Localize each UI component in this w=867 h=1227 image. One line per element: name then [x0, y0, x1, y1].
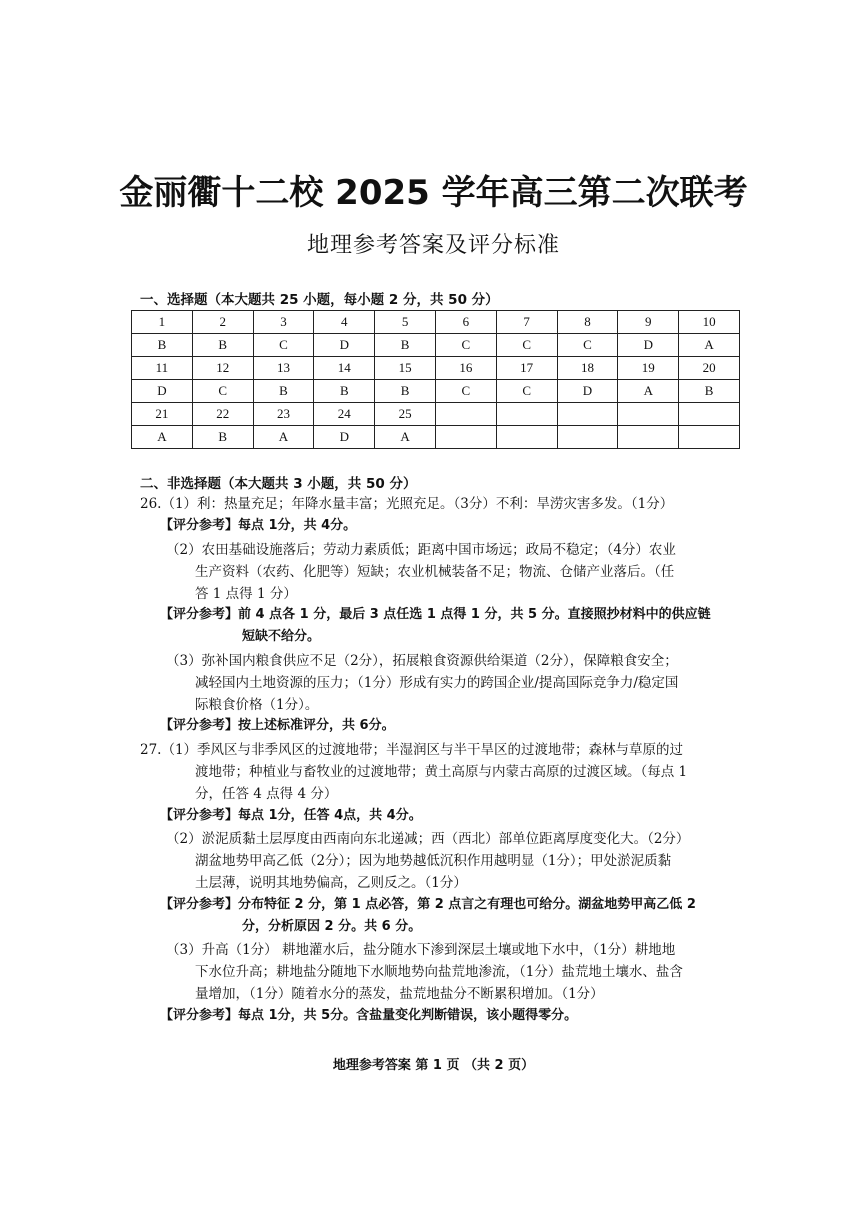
answer-table-cell: A	[375, 426, 436, 449]
answer-table-cell: A	[618, 380, 679, 403]
answer-text-line: 生产资料（农药、化肥等）短缺；农业机械装备不足；物流、仓储产业落后。（任	[195, 564, 675, 580]
scoring-note-line: 【评分参考】每点 1分，共 4分。	[160, 518, 357, 533]
answer-table-cell	[618, 403, 679, 426]
answer-table-cell: D	[314, 334, 375, 357]
scoring-note-line: 【评分参考】分布特征 2 分，第 1 点必答，第 2 点言之有理也可给分。湖盆地势甲高乙低 2	[160, 897, 696, 912]
answer-table-cell: C	[253, 334, 314, 357]
answer-table-cell: 21	[132, 403, 193, 426]
answer-table-row	[132, 426, 740, 449]
answer-table-cell	[496, 426, 557, 449]
answer-table-cell	[496, 403, 557, 426]
answer-table-cell: 15	[375, 357, 436, 380]
answer-table-row	[132, 357, 740, 380]
answer-table-cell: B	[192, 426, 253, 449]
answer-text-line: 26.（1）利：热量充足；年降水量丰富；光照充足。（3分）不利：旱涝灾害多发。（1分）	[140, 496, 674, 512]
answer-table-cell: 22	[192, 403, 253, 426]
answer-table-cell	[557, 426, 618, 449]
answer-text-line: 湖盆地势甲高乙低（2分）；因为地势越低沉积作用越明显（1分）；甲处淤泥质黏	[195, 853, 672, 869]
answer-table-cell: 9	[618, 311, 679, 334]
document-subtitle: 地理参考答案及评分标准	[306, 233, 560, 258]
scoring-note-line: 【评分参考】前 4 点各 1 分，最后 3 点任选 1 点得 1 分，共 5 分。直接照抄材料中的供应链	[160, 607, 711, 622]
answer-table-cell: 6	[435, 311, 496, 334]
answer-text-line: 分，任答 4 点得 4 分）	[195, 786, 338, 802]
answer-table-cell: C	[192, 380, 253, 403]
answer-table-cell	[679, 403, 740, 426]
answer-table-cell: 8	[557, 311, 618, 334]
answer-table-cell: 24	[314, 403, 375, 426]
answer-table-cell: 11	[132, 357, 193, 380]
answer-table-cell: 14	[314, 357, 375, 380]
scoring-note-line: 【评分参考】每点 1分，任答 4点，共 4分。	[160, 808, 422, 823]
answer-table-cell: B	[375, 334, 436, 357]
scoring-note-line: 分，分析原因 2 分。共 6 分。	[242, 919, 422, 934]
answer-table-cell: 12	[192, 357, 253, 380]
answer-table-cell: 17	[496, 357, 557, 380]
answer-table-cell: 19	[618, 357, 679, 380]
answer-table-cell: A	[253, 426, 314, 449]
section1-heading: 一、选择题（本大题共 25 小题，每小题 2 分，共 50 分）	[140, 292, 499, 308]
answer-table-row	[132, 403, 740, 426]
answer-table-cell: D	[618, 334, 679, 357]
section2-heading: 二、非选择题（本大题共 3 小题，共 50 分）	[140, 476, 417, 492]
answer-table-cell: C	[496, 334, 557, 357]
answer-table-cell	[557, 403, 618, 426]
answer-table-cell	[618, 426, 679, 449]
answer-table-cell: 16	[435, 357, 496, 380]
answer-table-row	[132, 311, 740, 334]
answer-table-cell: C	[557, 334, 618, 357]
answer-table-cell: 25	[375, 403, 436, 426]
answer-text-line: 渡地带；种植业与畜牧业的过渡地带；黄土高原与内蒙古高原的过渡区域。（每点 1	[195, 764, 688, 780]
answer-table-row	[132, 380, 740, 403]
answer-text-line: 答 1 点得 1 分）	[195, 586, 297, 602]
answer-table-cell: A	[132, 426, 193, 449]
answer-table-cell: B	[679, 380, 740, 403]
answer-table-row	[132, 334, 740, 357]
answer-table-cell: 18	[557, 357, 618, 380]
answer-text-line: 下水位升高；耕地盐分随地下水顺地势向盐荒地渗流，（1分）盐荒地土壤水、盐含	[195, 964, 683, 980]
answer-text-line: 减轻国内土地资源的压力；（1分）形成有实力的跨国企业/提高国际竞争力/稳定国	[195, 675, 679, 691]
answer-text-line: 际粮食价格（1分）。	[195, 697, 319, 713]
answer-table-cell: C	[435, 380, 496, 403]
answer-table-cell: 4	[314, 311, 375, 334]
answer-table-cell: 10	[679, 311, 740, 334]
answer-table-cell: 1	[132, 311, 193, 334]
page-footer: 地理参考答案 第 1 页 （共 2 页）	[332, 1058, 535, 1073]
answer-table-cell: B	[314, 380, 375, 403]
answer-table-cell: C	[435, 334, 496, 357]
answer-table-cell: 20	[679, 357, 740, 380]
answer-table-cell: B	[375, 380, 436, 403]
answer-text-line: 土层薄，说明其地势偏高，乙则反之。（1分）	[195, 875, 467, 891]
answer-table-cell: D	[557, 380, 618, 403]
answer-table-cell: 5	[375, 311, 436, 334]
answer-table-cell: 2	[192, 311, 253, 334]
answer-table-cell: B	[132, 334, 193, 357]
answer-table-cell	[435, 426, 496, 449]
answer-table-cell: B	[192, 334, 253, 357]
scoring-note-line: 【评分参考】每点 1分，共 5分。含盐量变化判断错误，该小题得零分。	[160, 1008, 578, 1023]
answer-table-cell: 3	[253, 311, 314, 334]
answer-table-cell: D	[132, 380, 193, 403]
answer-text-line: （2）农田基础设施落后；劳动力素质低；距离中国市场远；政局不稳定；（4分）农业	[166, 542, 676, 558]
answer-table-cell: D	[314, 426, 375, 449]
answer-text-line: （3）升高（1分） 耕地灌水后，盐分随水下渗到深层土壤或地下水中，（1分）耕地地	[166, 942, 676, 958]
document-title: 金丽衢十二校 2025 学年高三第二次联考	[119, 173, 748, 213]
scoring-note-line: 短缺不给分。	[242, 629, 321, 644]
answer-table-cell: 23	[253, 403, 314, 426]
answer-text-line: 量增加，（1分）随着水分的蒸发，盐荒地盐分不断累积增加。（1分）	[195, 986, 604, 1002]
scoring-note-line: 【评分参考】按上述标准评分，共 6分。	[160, 718, 395, 733]
answer-text-line: 27.（1）季风区与非季风区的过渡地带；半湿润区与半干旱区的过渡地带；森林与草原的过	[140, 742, 684, 758]
answer-table-cell: 13	[253, 357, 314, 380]
answer-table-cell	[435, 403, 496, 426]
answer-table	[131, 310, 740, 449]
answer-table-cell: 7	[496, 311, 557, 334]
answer-table-cell: B	[253, 380, 314, 403]
answer-table-cell: A	[679, 334, 740, 357]
answer-text-line: （3）弥补国内粮食供应不足（2分），拓展粮食资源供给渠道（2分），保障粮食安全；	[166, 653, 678, 669]
answer-text-line: （2）淤泥质黏土层厚度由西南向东北递减；西（西北）部单位距离厚度变化大。（2分）	[166, 831, 690, 847]
answer-table-cell: C	[496, 380, 557, 403]
answer-table-cell	[679, 426, 740, 449]
